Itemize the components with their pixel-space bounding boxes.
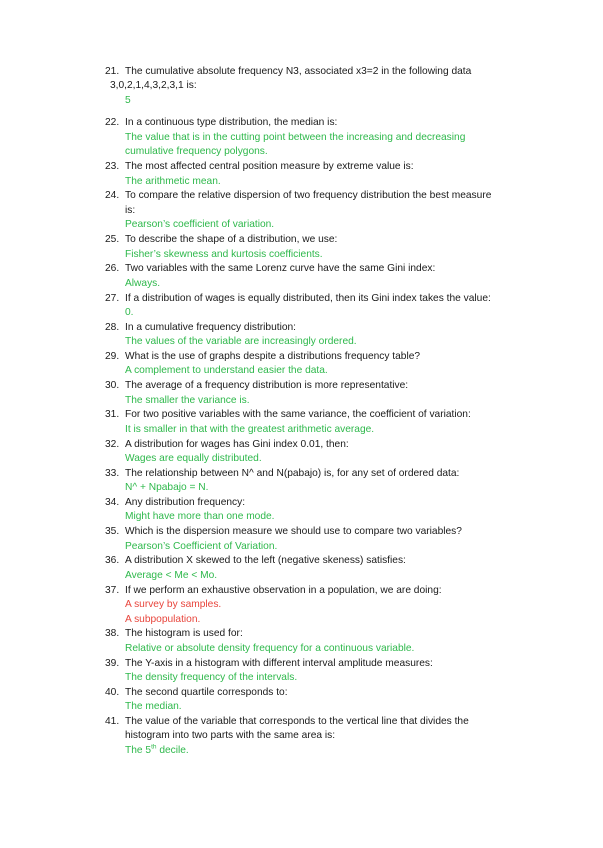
question-text: 3,0,2,1,4,3,2,3,1 is: bbox=[110, 80, 197, 92]
question-body bbox=[125, 116, 525, 160]
question-text: To compare the relative dispersion of two frequency distribution the best measure bbox=[125, 190, 492, 202]
question-body bbox=[125, 496, 525, 525]
answer-text: The values of the variable are increasingly ordered. bbox=[125, 336, 357, 348]
answer-text: cumulative frequency polygons. bbox=[125, 146, 268, 158]
question-number: 25. bbox=[105, 234, 120, 246]
answer-text: The median. bbox=[125, 701, 182, 713]
question-number: 41. bbox=[105, 715, 120, 727]
answer-text: It is smaller in that with the greatest arithmetic average. bbox=[125, 423, 375, 435]
answer-text: A complement to understand easier the data. bbox=[125, 365, 328, 377]
answer-text: Wages are equally distributed. bbox=[125, 453, 262, 465]
question-text: The cumulative absolute frequency N3, associated x3=2 in the following data bbox=[125, 65, 472, 77]
answer-text: 5 bbox=[125, 94, 131, 106]
question-number: 22. bbox=[105, 117, 120, 129]
question-text: In a cumulative frequency distribution: bbox=[125, 321, 297, 333]
question-text: Which is the dispersion measure we should use to compare two variables? bbox=[125, 526, 462, 538]
question-number: 32. bbox=[105, 438, 120, 450]
question-number: 24. bbox=[105, 190, 120, 202]
question-number: 26. bbox=[105, 263, 120, 275]
question-number: 27. bbox=[105, 292, 120, 304]
question-number: 31. bbox=[105, 409, 120, 421]
question-text: histogram into two parts with the same area is: bbox=[125, 730, 336, 742]
answer-text: Relative or absolute density frequency for a continuous variable. bbox=[125, 642, 415, 654]
answer-text-part: decile. bbox=[156, 745, 189, 757]
question-number: 40. bbox=[105, 686, 120, 698]
answer-text: Pearson’s coefficient of variation. bbox=[125, 219, 275, 231]
question-text: The second quartile corresponds to: bbox=[125, 686, 288, 698]
question-number: 21. bbox=[105, 65, 120, 77]
question-body bbox=[125, 438, 525, 467]
question-body bbox=[125, 467, 525, 496]
question-text: is: bbox=[125, 204, 136, 216]
question-body bbox=[125, 321, 525, 350]
question-body bbox=[125, 686, 525, 715]
question-text: If we perform an exhaustive observation in a population, we are doing: bbox=[125, 584, 442, 596]
question-body bbox=[125, 525, 525, 554]
answer-text: Fisher’s skewness and kurtosis coefficients. bbox=[125, 248, 323, 260]
question-number: 36. bbox=[105, 555, 120, 567]
question-body bbox=[125, 350, 525, 379]
question-body bbox=[125, 189, 525, 233]
question-body bbox=[125, 715, 525, 759]
question-number: 34. bbox=[105, 496, 120, 508]
question-number: 28. bbox=[105, 321, 120, 333]
question-text: The relationship between N^ and N(pabajo) is, for any set of ordered data: bbox=[125, 467, 460, 479]
question-text: The average of a frequency distribution is more representative: bbox=[125, 380, 409, 392]
answer-text: The smaller the variance is. bbox=[125, 394, 250, 406]
question-body bbox=[125, 627, 525, 656]
question-text: If a distribution of wages is equally distributed, then its Gini index takes the value: bbox=[125, 292, 491, 304]
question-number: 30. bbox=[105, 380, 120, 392]
question-body bbox=[125, 584, 525, 628]
question-text: What is the use of graphs despite a distributions frequency table? bbox=[125, 350, 421, 362]
question-number: 37. bbox=[105, 584, 120, 596]
question-text: A distribution X skewed to the left (negative skeness) satisfies: bbox=[125, 555, 406, 567]
answer-text: 0. bbox=[125, 307, 134, 319]
question-text: In a continuous type distribution, the median is: bbox=[125, 117, 338, 129]
question-text: To describe the shape of a distribution, we use: bbox=[125, 234, 338, 246]
question-number: 38. bbox=[105, 628, 120, 640]
answer-text: N^ + Npabajo = N. bbox=[125, 482, 209, 494]
question-body bbox=[125, 657, 525, 686]
question-body bbox=[125, 262, 525, 291]
answer-text bbox=[125, 744, 525, 759]
question-number: 39. bbox=[105, 657, 120, 669]
answer-text: Always. bbox=[125, 277, 161, 289]
question-body bbox=[125, 379, 525, 408]
answer-text: Pearson’s Coefficient of Variation. bbox=[125, 540, 278, 552]
question-number: 35. bbox=[105, 526, 120, 538]
question-body bbox=[125, 160, 525, 189]
question-body bbox=[125, 554, 525, 583]
question-number: 29. bbox=[105, 350, 120, 362]
question-text: A distribution for wages has Gini index 0.01, then: bbox=[125, 438, 349, 450]
question-number: 33. bbox=[105, 467, 120, 479]
question-text: The Y-axis in a histogram with different interval amplitude measures: bbox=[125, 657, 433, 669]
question-body bbox=[125, 408, 525, 437]
question-text: Two variables with the same Lorenz curve have the same Gini index: bbox=[125, 263, 436, 275]
wrong-answer-text: A subpopulation. bbox=[125, 613, 201, 625]
question-text: The most affected central position measure by extreme value is: bbox=[125, 161, 414, 173]
ordinal-suffix: th bbox=[151, 743, 157, 751]
question-number: 23. bbox=[105, 161, 120, 173]
answer-text: The density frequency of the intervals. bbox=[125, 672, 298, 684]
question-text: The histogram is used for: bbox=[125, 628, 243, 640]
question-body bbox=[125, 292, 525, 321]
question-text: For two positive variables with the same variance, the coefficient of variation: bbox=[125, 409, 471, 421]
answer-text: Average < Me < Mo. bbox=[125, 569, 218, 581]
wrong-answer-text: A survey by samples. bbox=[125, 599, 222, 611]
question-text: The value of the variable that corresponds to the vertical line that divides the bbox=[125, 715, 469, 727]
question-body bbox=[125, 233, 525, 262]
question-body bbox=[110, 65, 525, 109]
answer-text: The arithmetic mean. bbox=[125, 175, 221, 187]
answer-text: The value that is in the cutting point between the increasing and decreasing bbox=[125, 131, 466, 143]
answer-text: Might have more than one mode. bbox=[125, 511, 275, 523]
answer-text-part: The 5 bbox=[125, 745, 152, 757]
question-text: Any distribution frequency: bbox=[125, 496, 246, 508]
